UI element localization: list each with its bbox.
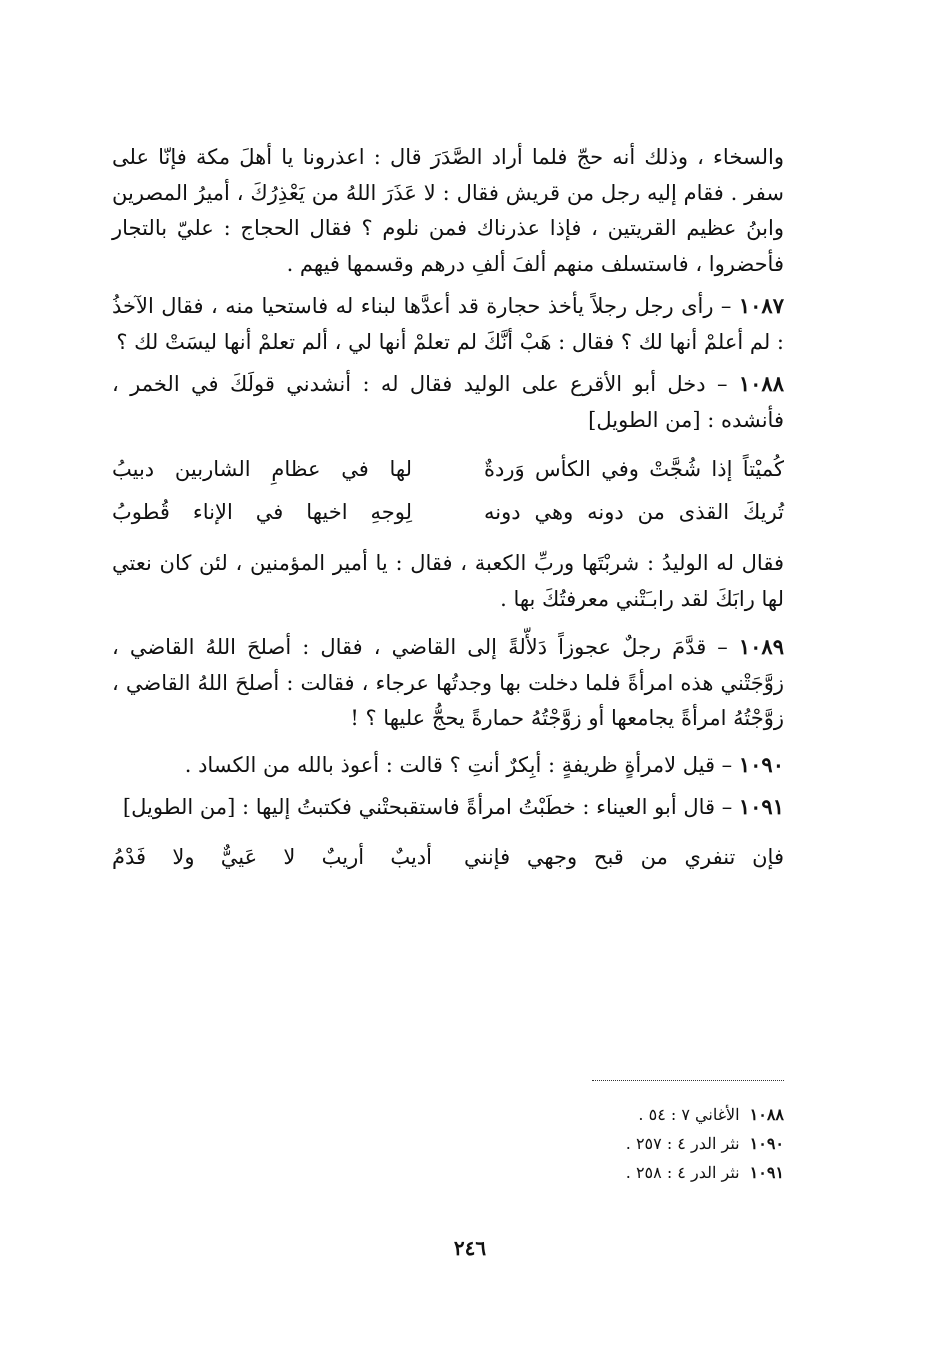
footnote [500,1158,784,1187]
poem-1091 [112,838,784,877]
entry-text: – دخل أبو الأقرع على الوليد فقال له : أنشدني قولَكَ في الخمر ، فأنشده : [من الطويل] [112,372,784,432]
footnote-text: الأغاني ٧ : ٥٤ . [638,1105,740,1124]
verse-line [112,493,784,532]
footnote [500,1129,784,1158]
entry-1088-continuation [112,546,784,617]
entry-text: – رأى رجل رجلاً يأخذ حجارة قد أعدَّها لبناء له فاستحيا منه ، فقال الآخذُ : لم أعلمْ أنها لك ؟ فقال : هَبْ أنَّكَ لم تعلمْ أنها لي ، ألم تعلمْ أنها ليسَتْ لك ؟ [112,294,784,354]
verse-second-hemistich: لها في عظامِ الشاربين دبيبُ [112,457,412,481]
entry-number: ١٠٩٠ [738,751,784,777]
entry-text: – قيل لامرأةٍ ظريفةٍ : أبِكرٌ أنتِ ؟ قالت : أعوذ بالله من الكساد . [184,752,739,777]
poem-1088 [112,450,784,532]
footnotes [500,1100,784,1187]
entry-1090 [112,747,784,784]
entry-number: ١٠٨٨ [738,371,784,396]
entry-1087 [112,288,784,360]
footnote-number: ١٠٩١ [749,1163,784,1182]
intro-text: والسخاء ، وذلك أنه حجّ فلما أراد الصَّدَرَ قال : اعذرونا يا أهلَ مكة فإنّا على سفر . فقام إليه رجل من قريش فقال : لا عَذَرَ اللهُ من يَعْذِرُكَ ، أميرُ المصرين وابنُ عظيم القريتين ، فإذا عذرناك فمن نلوم ؟ فقال الحجاج : عليّ بالتجار فأحضروا ، فاستسلف منهم ألفَ ألفِ درهم وقسمها فيهم . [112,145,784,276]
entry-number: ١٠٨٧ [738,293,784,318]
footnote-text: نثر الدر ٤ : ٢٥٧ . [625,1134,740,1153]
entry-text: فقال له الوليدُ : شربْتَها وربِّ الكعبة ، فقال : يا أمير المؤمنين ، لئن كان نعتي لها رابَكَ لقد رابـَتْني معرفتُكَ بها . [112,551,784,611]
verse-first-hemistich: كُميْتاً إذا شُجَّتْ وفي الكأس وَردةٌ [484,457,784,481]
page-number: ٢٤٦ [453,1236,487,1260]
entry-number: ١٠٩١ [738,794,784,819]
intro-paragraph [112,140,784,282]
verse-first-hemistich: فإن تنفري من قبح وجهي فإنني [464,844,784,869]
main-text [112,140,784,891]
footnote-separator [592,1080,784,1081]
verse-second-hemistich: لِوجهِ اخيها في الإناء قُطوبُ [112,500,412,524]
verse-line [112,838,784,877]
entry-1089 [112,629,784,737]
footnote-number: ١٠٨٨ [749,1105,784,1124]
entry-text: – قال أبو العيناء : خطَبْتُ امرأةً فاستقبحتْني فكتبتُ إليها : [من الطويل] [122,795,739,819]
entry-number: ١٠٨٩ [738,634,784,659]
footnote [500,1100,784,1129]
verse-first-hemistich: تُريكَ القذى من دونه وهي دونه [484,500,784,524]
footnote-text: نثر الدر ٤ : ٢٥٨ . [625,1163,740,1182]
entry-1088 [112,366,784,438]
entry-text: – قدَّمَ رجلٌ عجوزاً دَلأّلةً إلى القاضي ، فقال : أصلحَ اللهُ القاضي ، زوَّجَتْني هذه امرأةً فلما دخلت بها وجدتُها عرجاء ، فقالت : أصلحَ اللهُ القاضي ، زوَّجْتُهُ امرأةً يجامعها أو زوَّجْتُهُ حمارةً يحجُّ عليها ؟ ! [112,635,784,730]
verse-line [112,450,784,489]
entry-1091 [112,789,784,826]
verse-second-hemistich: أديبٌ أريبٌ لا عَييٌّ ولا فَدْمُ [112,844,432,869]
footnote-number: ١٠٩٠ [749,1134,784,1153]
